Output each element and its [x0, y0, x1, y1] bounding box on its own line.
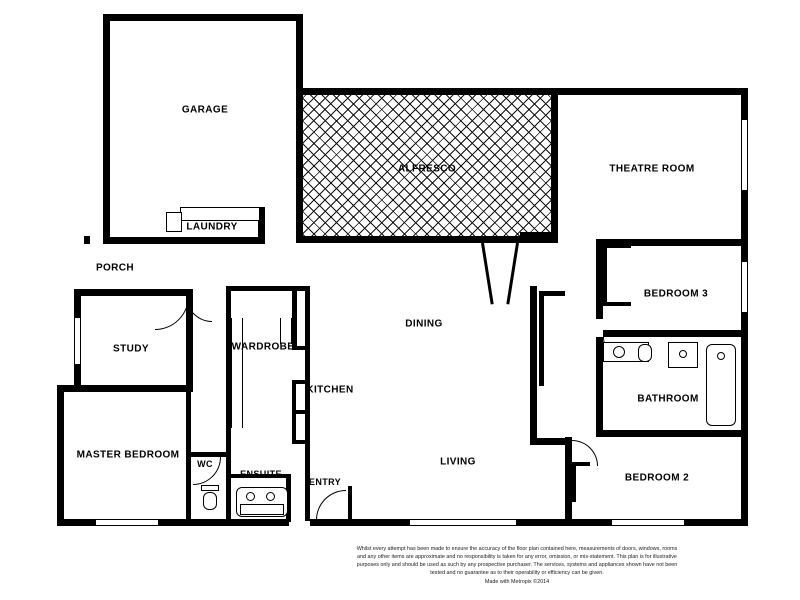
room-label-wardrobe: WARDROBE	[231, 341, 295, 353]
room-label-dining: DINING	[405, 318, 443, 330]
room-label-wc: WC	[197, 459, 213, 469]
wall-porch-door-stub	[84, 236, 90, 244]
laundry-tub	[166, 212, 182, 232]
bathroom-bathtub-tap	[717, 352, 725, 360]
window-bed2-bottom	[612, 519, 684, 526]
wall-dining-alcove-top	[539, 291, 565, 296]
room-label-bathroom: BATHROOM	[637, 393, 699, 405]
room-label-theatre-room: THEATRE ROOM	[609, 163, 695, 175]
wall-bed3-closet-left	[603, 244, 607, 306]
wall-bed2-closet	[572, 462, 576, 502]
wall-alfresco-bottom	[296, 236, 558, 243]
room-label-laundry: LAUNDRY	[186, 221, 238, 233]
wall-bed3-closet-top	[603, 244, 631, 248]
door-swing-bedroom2	[572, 440, 598, 466]
wall-alfresco-right	[551, 88, 558, 243]
wall-ensuite-bottom	[231, 519, 289, 526]
ensuite-basin-2	[266, 492, 275, 501]
window-study-left	[74, 318, 81, 364]
room-label-ensuite: ENSUITE	[240, 469, 282, 479]
room-label-garage: GARAGE	[181, 104, 229, 116]
door-swing-entry	[316, 490, 346, 520]
wall-right-wing-left	[596, 239, 603, 319]
disclaimer-text	[352, 545, 682, 587]
room-label-bedroom-3: BEDROOM 3	[643, 288, 709, 300]
wall-study-bottom	[57, 385, 193, 392]
wall-alfresco-step-right	[506, 243, 519, 305]
wc-toilet-bowl	[203, 492, 217, 510]
wall-entry-right	[348, 486, 352, 522]
disclaimer-body: Whilst every attempt has been made to ensure the accuracy of the floor plan contained here, measurements of doors, windows, rooms and any other items are approximate and no responsibility is taken for any error, omission, or mis-statement. This plan is for illustrative purposes only and should be used as such by any prospective purchaser. The services, systems and appliances shown have not been tested and no guarantee as to their operability or efficiency can be given.	[356, 546, 678, 577]
wall-laundry-bottom	[173, 237, 265, 244]
wall-wardrobe-right	[292, 291, 297, 346]
wall-garage-bottom	[103, 237, 173, 244]
wardrobe-shelf-right	[280, 318, 292, 344]
room-label-bedroom-2: BEDROOM 2	[624, 472, 690, 484]
wall-kitchen-top	[292, 286, 310, 291]
wall-bathroom-bottom	[596, 430, 748, 437]
wall-kitchen-pantry-left	[292, 380, 296, 444]
room-label-kitchen: KITCHEN	[306, 384, 354, 396]
ensuite-shower-base	[240, 504, 284, 515]
wall-living-right	[530, 286, 537, 438]
room-label-living: LIVING	[440, 456, 476, 468]
wall-entry-bottom	[310, 519, 334, 526]
laundry-bench	[180, 207, 260, 221]
bathroom-toilet	[638, 344, 652, 362]
wall-living-right-lower	[530, 438, 572, 445]
wall-bed3-closet-bottom	[603, 302, 631, 306]
wall-bathroom-left	[596, 337, 603, 437]
wall-alfresco-left	[296, 88, 303, 243]
window-theatre-right	[741, 120, 748, 190]
wall-alfresco-step-left	[481, 243, 494, 305]
wardrobe-shelf-left	[231, 318, 243, 428]
room-label-alfresco: ALFRESCO	[397, 163, 457, 175]
window-bed3-right	[741, 262, 748, 312]
wall-bed2-left	[565, 437, 572, 526]
wall-bottom-outer-mid	[330, 519, 410, 526]
room-label-porch: PORCH	[95, 262, 135, 274]
door-swing-study	[155, 296, 189, 330]
wall-porch-top	[103, 237, 110, 244]
wall-bed3-bottom	[603, 330, 748, 337]
room-label-study: STUDY	[113, 343, 149, 355]
disclaimer-credit: Made with Metropix ©2014	[484, 579, 550, 586]
wall-alfresco-inner-notch	[520, 232, 552, 236]
ensuite-basin-1	[246, 492, 255, 501]
wall-wc-right	[226, 452, 231, 522]
room-label-entry: ENTRY	[308, 477, 342, 487]
window-living-bottom	[410, 519, 516, 526]
bathroom-basin	[613, 346, 625, 358]
wall-study-top	[74, 289, 192, 296]
room-label-master-bedroom: MASTER BEDROOM	[76, 449, 180, 461]
wall-alfresco-top	[296, 88, 558, 95]
bathroom-shower-drain	[679, 350, 687, 358]
wall-left-outer-lower	[57, 390, 64, 526]
wall-garage-left	[103, 14, 110, 244]
wc-cistern	[201, 485, 219, 491]
wall-garage-top	[103, 14, 303, 21]
window-master-bottom	[96, 519, 158, 526]
wall-theatre-top	[551, 88, 748, 95]
wall-dining-alcove-left	[539, 291, 544, 386]
